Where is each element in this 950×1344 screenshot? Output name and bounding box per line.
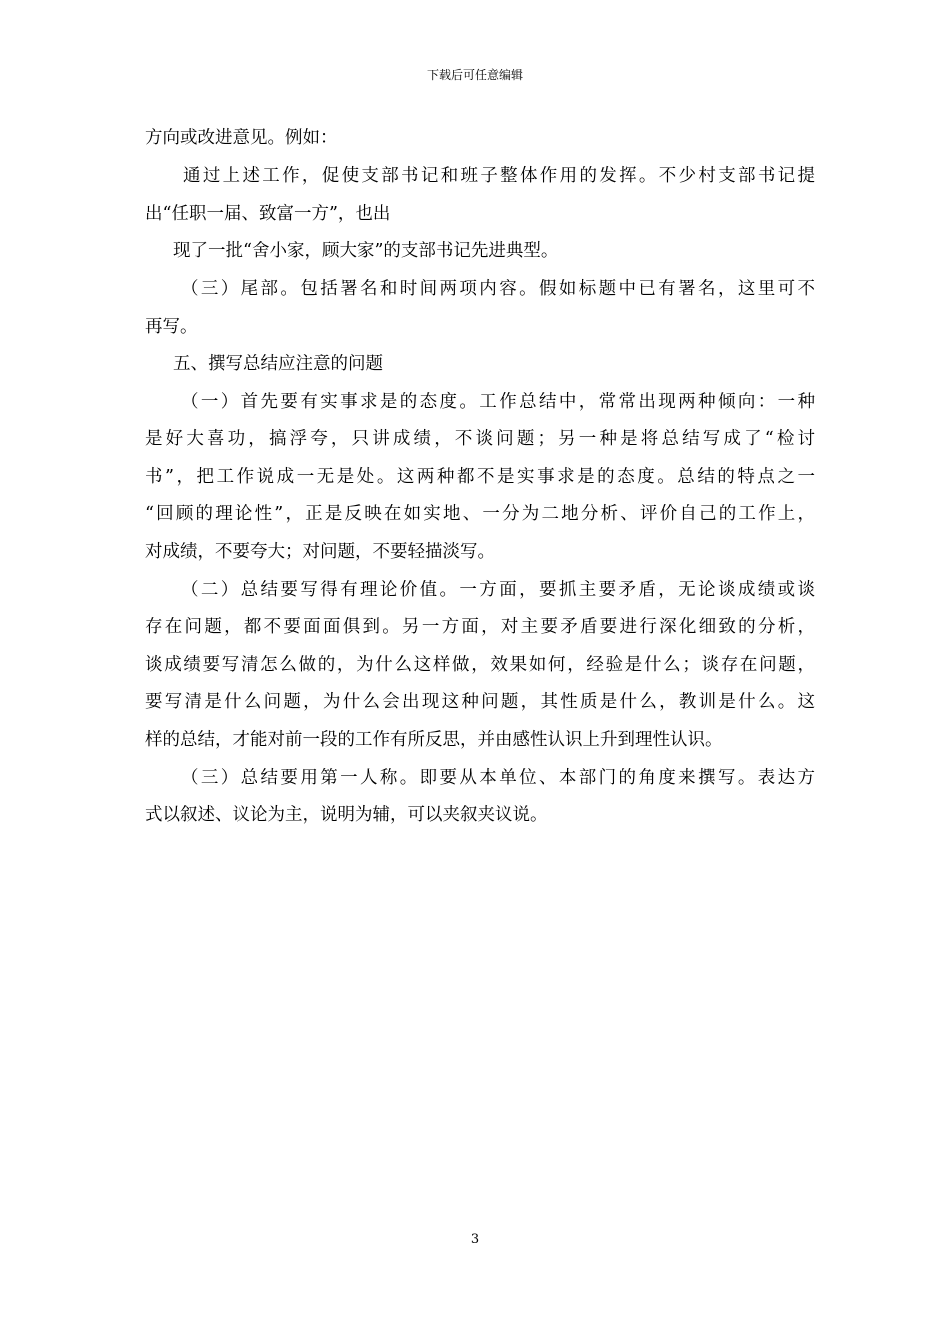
body-line-8: （一）首先要有实事求是的态度。工作总结中，常常出现两种倾向：一种: [181, 392, 815, 412]
body-line-18: （三）总结要用第一人称。即要从本单位、本部门的角度来撰写。表达方: [181, 768, 815, 788]
body-line-1: 方向或改进意见。例如：: [145, 128, 338, 148]
body-line-14: 存在问题，都不要面面俱到。另一方面，对主要矛盾要进行深化细致的分析，: [145, 617, 815, 637]
body-line-13: （二）总结要写得有理论价值。一方面，要抓主要矛盾，无论谈成绩或谈: [181, 580, 815, 600]
body-line-10: 书”，把工作说成一无是处。这两种都不是实事求是的态度。总结的特点之一: [145, 467, 815, 487]
page-number: 3: [470, 1232, 480, 1247]
body-line-3: 出“任职一届、致富一方”，也出: [145, 204, 391, 224]
body-line-6: 再写。: [145, 317, 198, 337]
page-header: 下载后可任意编辑: [426, 68, 523, 82]
body-line-17: 样的总结，才能对前一段的工作有所反思，并由感性认识上升到理性认识。: [145, 730, 723, 750]
body-line-16: 要写清是什么问题，为什么会出现这种问题，其性质是什么，教训是什么。这: [145, 692, 815, 712]
body-line-19: 式以叙述、议论为主，说明为辅，可以夹叙夹议说。: [145, 805, 548, 825]
body-line-9: 是好大喜功，搞浮夸，只讲成绩，不谈问题；另一种是将总结写成了“检讨: [145, 429, 815, 449]
body-line-12: 对成绩，不要夸大；对问题，不要轻描淡写。: [145, 542, 495, 562]
body-line-11: “回顾的理论性”，正是反映在如实地、一分为二地分析、评价自己的工作上，: [145, 504, 815, 524]
body-line-4: 现了一批“舍小家，顾大家”的支部书记先进典型。: [173, 241, 559, 261]
section-heading: 五、撰写总结应注意的问题: [173, 354, 383, 374]
body-line-15: 谈成绩要写清怎么做的，为什么这样做，效果如何，经验是什么；谈存在问题，: [145, 655, 815, 675]
body-line-2: 通过上述工作，促使支部书记和班子整体作用的发挥。不少村支部书记提: [183, 166, 815, 186]
body-line-5: （三）尾部。包括署名和时间两项内容。假如标题中已有署名，这里可不: [181, 279, 815, 299]
